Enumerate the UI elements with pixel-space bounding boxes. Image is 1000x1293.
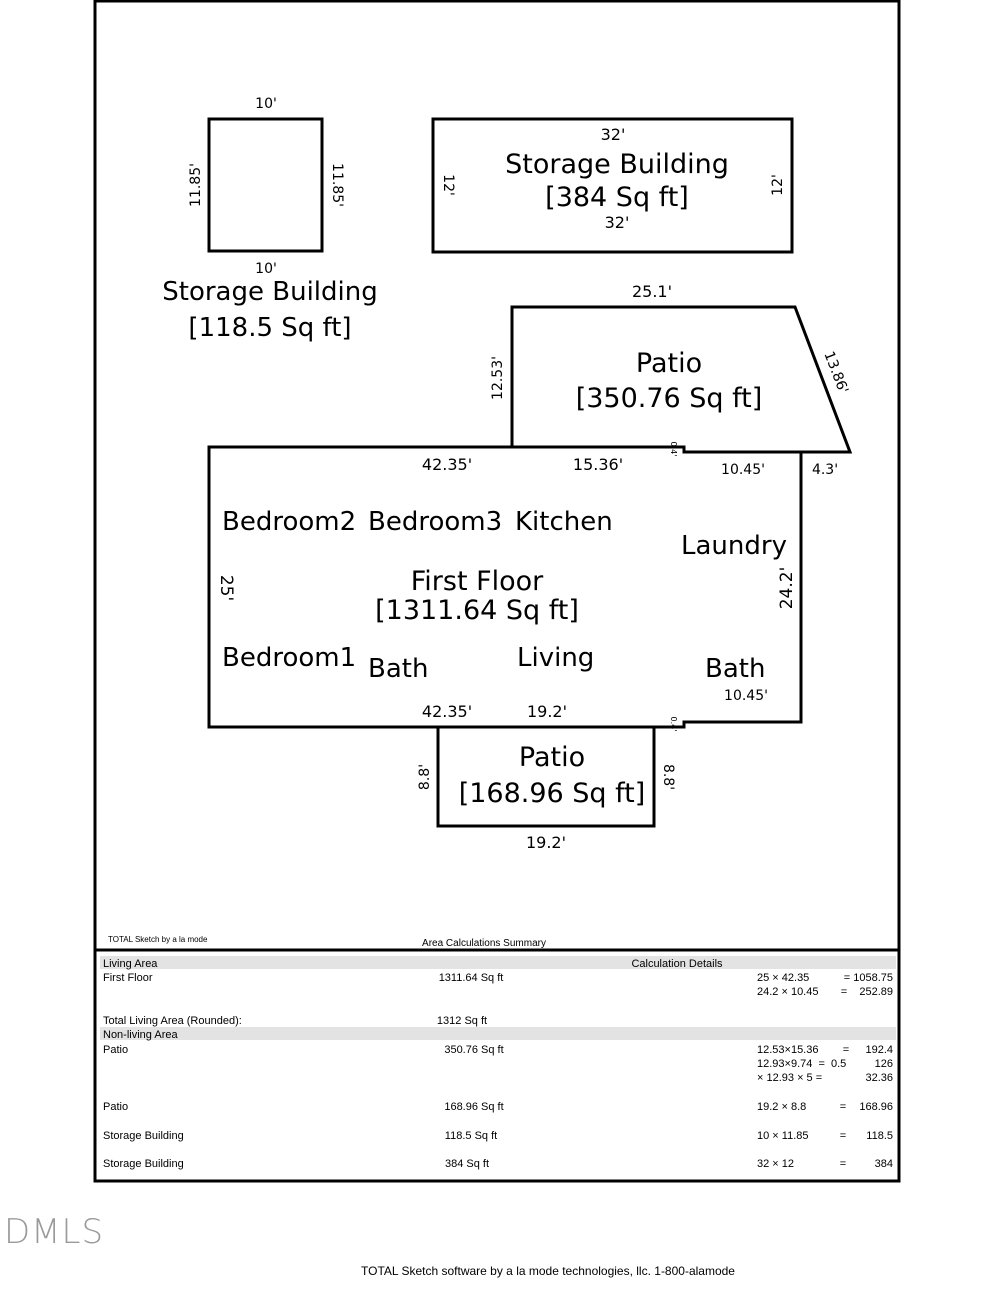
- nl-row-1-calc-3-expr: × 12.93 × 5 =: [757, 1072, 823, 1084]
- ff-calc-1-expr: 25 × 42.35: [757, 972, 810, 984]
- first-floor-label: First Floor: [103, 972, 153, 984]
- room-laundry: Laundry: [681, 531, 787, 561]
- dmls-logo: DMLS: [4, 1212, 105, 1252]
- nl-row-1-calc-3-result: 32.36: [865, 1072, 893, 1084]
- patio-bottom: [417, 727, 676, 852]
- room-bedroom1: Bedroom1: [222, 643, 357, 673]
- living-area-header: Living Area: [103, 958, 158, 970]
- nl-row-2-value: 168.96 Sq ft: [444, 1101, 504, 1113]
- nl-row-1-calc-2-expr: 12.93×9.74 = 0.5: [757, 1058, 847, 1070]
- ff-calc-2-result: = 252.89: [840, 986, 893, 998]
- nl-row-4-calc-eq: =: [839, 1158, 847, 1170]
- storage-small-left-dim: 11.85': [188, 163, 204, 207]
- living-area-band: [100, 956, 896, 969]
- nl-row-4-calc-expr: 32 × 12: [757, 1158, 795, 1170]
- patio-bottom-title: Patio: [518, 742, 586, 773]
- nl-row-3-calc-result: 118.5: [866, 1130, 893, 1142]
- nl-row-3-calc-expr: 10 × 11.85: [757, 1130, 809, 1142]
- nl-row-3-calc-eq: =: [839, 1130, 847, 1142]
- nl-row-1-calc-1-expr: 12.53×15.36: [757, 1044, 819, 1056]
- ff-title: First Floor: [410, 566, 544, 597]
- patio-top-left-dim: 12.53': [490, 356, 506, 400]
- first-floor: [209, 447, 838, 731]
- room-kitchen: Kitchen: [515, 507, 613, 537]
- ff-bottom-mid-dim: 19.2': [526, 702, 568, 721]
- nl-row-4-calc-result: 384: [874, 1158, 893, 1170]
- nonliving-band: [100, 1027, 896, 1040]
- ff-top-far-dim: 4.3': [811, 462, 839, 478]
- storage-building-large: [433, 119, 792, 252]
- patio-top-notch-dim: 0.4': [669, 441, 678, 457]
- patio-bottom-right-dim: 8.8': [660, 763, 676, 791]
- room-living: Living: [517, 643, 595, 673]
- nonliving-header: Non-living Area: [103, 1029, 178, 1041]
- storage-small-top-dim: 10': [255, 96, 277, 112]
- footer-credit-text: TOTAL Sketch software by a la mode technologies, llc. 1-800-alamode: [361, 1264, 735, 1278]
- ff-bottom-right-dim: 10.45': [724, 688, 768, 704]
- nl-row-1-value: 350.76 Sq ft: [444, 1044, 504, 1056]
- nl-row-1-calc-1-eq: =: [842, 1044, 850, 1056]
- ff-right-dim: 24.2': [777, 566, 797, 610]
- nl-row-3-label: Storage Building: [103, 1130, 184, 1142]
- room-bedroom2: Bedroom2: [222, 507, 357, 537]
- storage-large-top-dim: 32': [600, 125, 626, 144]
- ff-calc-2-expr: 24.2 × 10.45: [757, 986, 819, 998]
- storage-large-area: [384 Sq ft]: [545, 182, 689, 213]
- ff-top-mid-dim: 15.36': [572, 455, 624, 474]
- storage-small-outline: [209, 119, 322, 251]
- storage-large-title: Storage Building: [505, 149, 729, 180]
- calc-details-header: Calculation Details: [631, 958, 723, 970]
- patio-bottom-bottom-dim: 19.2': [525, 833, 567, 852]
- summary-title: Area Calculations Summary: [422, 938, 546, 949]
- storage-large-bottom-dim: 32': [604, 213, 630, 232]
- storage-building-small: [162, 96, 377, 343]
- total-living-value: 1312 Sq ft: [436, 1015, 488, 1027]
- nl-row-1-calc-1-result: 192.4: [865, 1044, 893, 1056]
- patio-top-outline: [512, 307, 850, 452]
- ff-left-dim: 25': [216, 574, 236, 602]
- ff-calc-1-result: = 1058.75: [843, 972, 893, 984]
- nl-row-4-value: 384 Sq ft: [444, 1158, 490, 1170]
- area-summary: [95, 935, 899, 1170]
- room-bath-2: Bath: [705, 654, 766, 684]
- storage-large-left-dim: 12': [440, 174, 456, 196]
- patio-top-title: Patio: [635, 348, 703, 379]
- first-floor-value: 1311.64 Sq ft: [438, 972, 504, 984]
- room-bedroom3: Bedroom3: [368, 507, 503, 537]
- ff-top-right-dim: 10.45': [721, 462, 765, 478]
- nl-row-2-calc-expr: 19.2 × 8.8: [757, 1101, 807, 1113]
- nl-row-1-calc-2-result: 126: [874, 1058, 893, 1070]
- ff-top-left-dim: 42.35': [421, 455, 473, 474]
- patio-top-area: [350.76 Sq ft]: [575, 383, 763, 414]
- patio-bottom-left-dim: 8.8': [417, 763, 433, 791]
- nl-row-2-label: Patio: [103, 1101, 129, 1113]
- sketch-credit: TOTAL Sketch by a la mode: [108, 935, 208, 944]
- nl-row-4-label: Storage Building: [103, 1158, 184, 1170]
- nl-row-3-value: 118.5 Sq ft: [444, 1130, 498, 1142]
- storage-small-area: [118.5 Sq ft]: [188, 313, 352, 343]
- total-living-label: Total Living Area (Rounded):: [103, 1015, 242, 1027]
- storage-small-bottom-dim: 10': [255, 261, 277, 277]
- ff-area: [1311.64 Sq ft]: [375, 595, 579, 626]
- patio-top: [490, 282, 851, 456]
- nl-row-1-label: Patio: [103, 1044, 129, 1056]
- storage-large-right-dim: 12': [770, 174, 786, 196]
- patio-top-top-dim: 25.1': [631, 282, 673, 301]
- ff-bottom-left-dim: 42.35': [421, 702, 473, 721]
- patio-bottom-area: [168.96 Sq ft]: [458, 778, 646, 809]
- nl-row-2-calc-result: 168.96: [859, 1101, 893, 1113]
- ff-bottom-notch-dim: 0.4': [669, 716, 678, 732]
- patio-top-diag-dim: 13.86': [820, 349, 852, 396]
- storage-small-title: Storage Building: [162, 277, 378, 307]
- storage-small-right-dim: 11.85': [329, 163, 345, 207]
- nl-row-2-calc-eq: =: [839, 1101, 847, 1113]
- room-bath-1: Bath: [368, 654, 429, 684]
- footer-credit: [0, 1264, 1000, 1278]
